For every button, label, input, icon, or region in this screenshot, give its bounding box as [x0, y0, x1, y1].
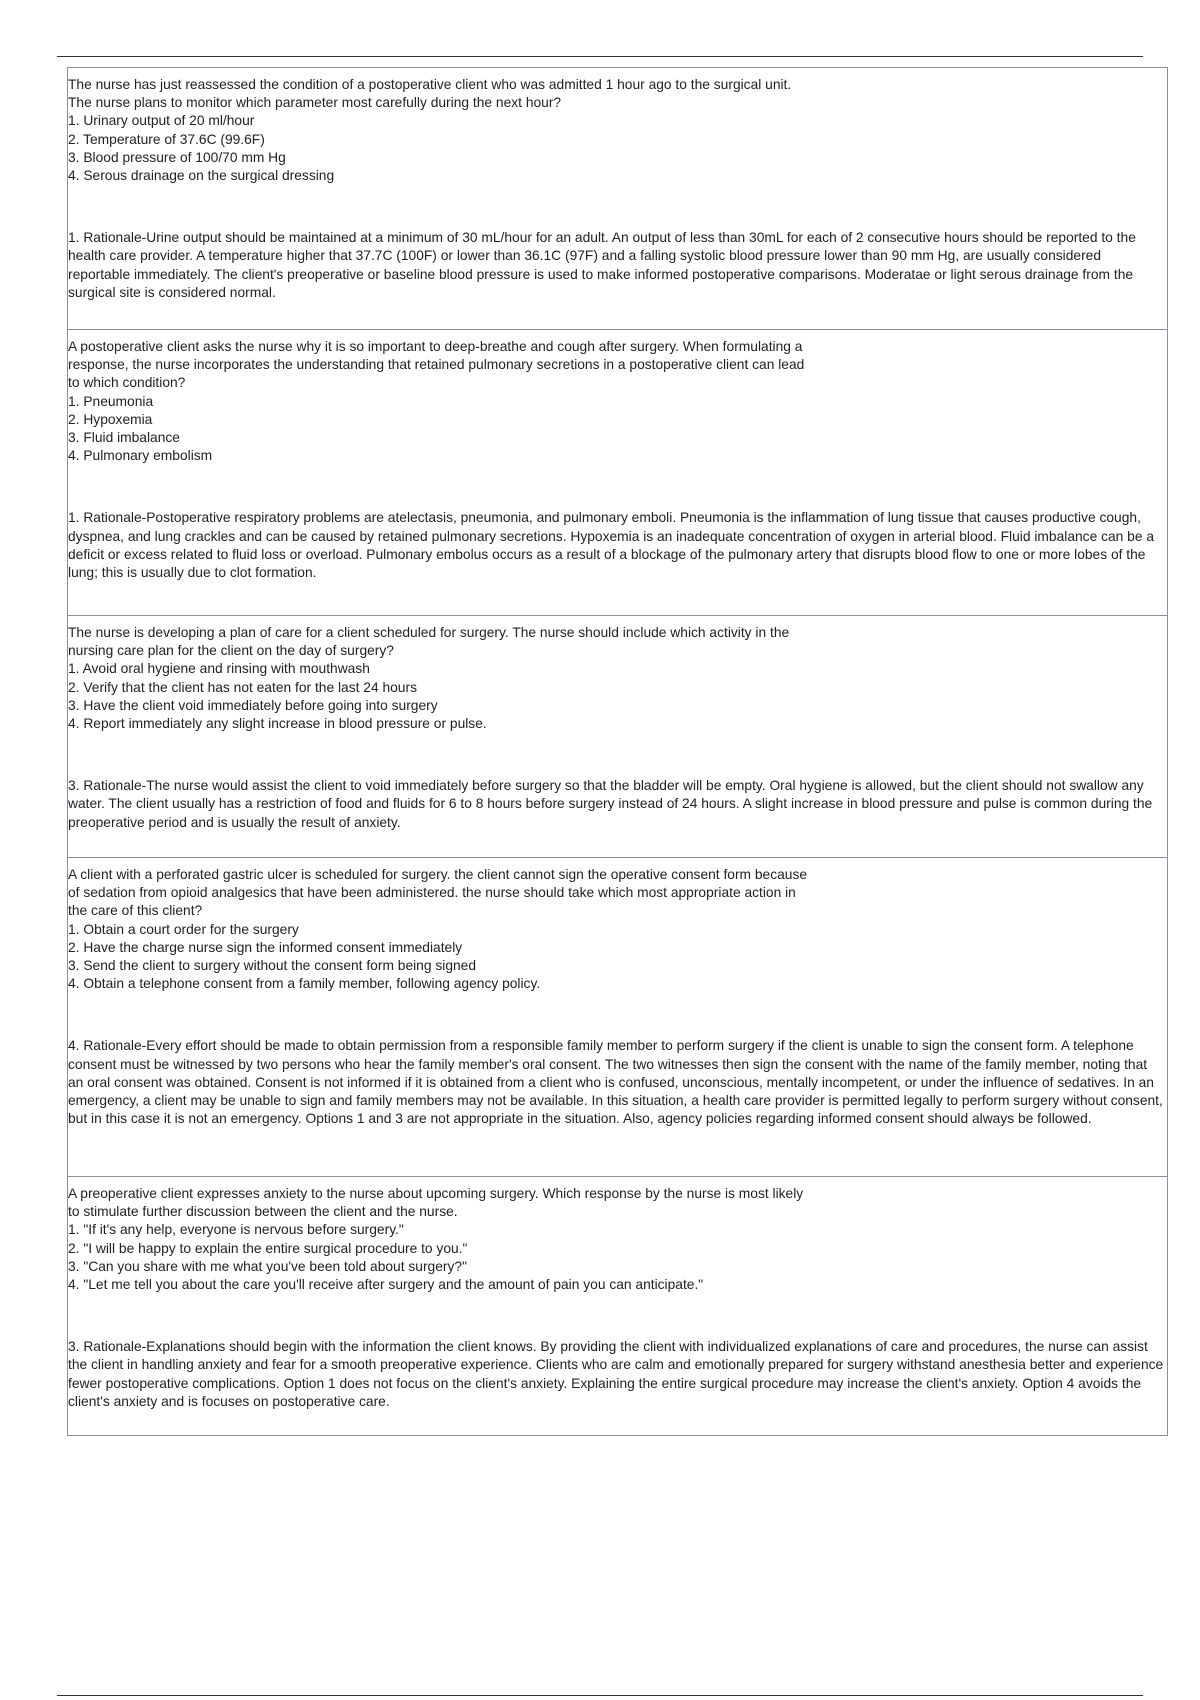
answer-options — [68, 660, 1167, 733]
question-card-4 — [68, 858, 1167, 1177]
option-1: 1. Pneumonia — [68, 393, 154, 409]
question-card-1 — [68, 68, 1167, 330]
option-1: 1. Obtain a court order for the surgery — [68, 921, 299, 937]
answer-options — [68, 112, 1167, 185]
question-card-5 — [68, 1177, 1167, 1435]
option-3: 3. "Can you share with me what you've been told about surgery?" — [68, 1258, 467, 1274]
option-4: 4. Obtain a telephone consent from a family member, following agency policy. — [68, 976, 541, 992]
option-2: 2. Hypoxemia — [68, 411, 153, 427]
option-1: 1. "If it's any help, everyone is nervous before surgery." — [68, 1222, 404, 1238]
answer-options — [68, 1221, 1167, 1294]
rationale-text: 4. Rationale-Every effort should be made to obtain permission from a responsible family member to perform surgery if the client is unable to sign the consent form. A telephone consent must be witnessed by two persons who hear the family member's oral consent. The two witnesses then sign the consent with the name of the family member, noting that an oral consent was obtained. Consent is not informed if it is obtained from a client who is confused, unconscious, mentally incompetent, or under the influence of sedatives. In an emergency, a client may be unable to sign and family members may not be available. In this situation, a health care provider is permitted legally to perform surgery without consent, but in this case it is not an emergency. Options 1 and 3 are not appropriate in the situation. Also, agency policies regarding informed consent should always be followed. — [68, 1038, 1163, 1127]
answer-options — [68, 921, 1167, 994]
option-2: 2. Temperature of 37.6C (99.6F) — [68, 131, 265, 147]
option-3: 3. Have the client void immediately before going into surgery — [68, 697, 438, 713]
option-4: 4. Serous drainage on the surgical dressing — [68, 168, 335, 184]
option-3: 3. Fluid imbalance — [68, 430, 180, 446]
option-3: 3. Send the client to surgery without the consent form being signed — [68, 958, 477, 974]
rationale-text: 3. Rationale-The nurse would assist the client to void immediately before surgery so that the bladder will be empty. Oral hygiene is allowed, but the client should not swallow any water. The client usually has a restriction of food and fluids for 6 to 8 hours before surgery instead of 24 hours. A slight increase in blood pressure and pulse is common during the preoperative period and is usually the result of anxiety. — [68, 778, 1153, 830]
question-text: A client with a perforated gastric ulcer is scheduled for surgery. the client cannot sign the operative consent form because of sedation from opioid analgesics that have been administered. the nurse should take which most appropriate action in the care of this client? — [68, 867, 808, 919]
question-text: The nurse is developing a plan of care for a client scheduled for surgery. The nurse should include which activity in the nursing care plan for the client on the day of surgery? — [68, 625, 790, 659]
question-text: A preoperative client expresses anxiety to the nurse about upcoming surgery. Which response by the nurse is most likely to stimulate further discussion between the client and the nurse. — [68, 1186, 804, 1220]
option-1: 1. Urinary output of 20 ml/hour — [68, 113, 255, 129]
question-cards — [67, 67, 1168, 1436]
option-1: 1. Avoid oral hygiene and rinsing with mouthwash — [68, 661, 370, 677]
question-card-3 — [68, 616, 1167, 858]
rationale-text: 3. Rationale-Explanations should begin with the information the client knows. By providing the client with individualized explanations of care and procedures, the nurse can assist the client in handling anxiety and fear for a smooth preoperative experience. Clients who are calm and emotionally prepared for surgery withstand anesthesia better and experience fewer postoperative complications. Option 1 does not focus on the client's anxiety. Explaining the entire surgical procedure may increase the client's anxiety. Option 4 avoids the client's anxiety and is focuses on postoperative care. — [68, 1339, 1164, 1409]
option-4: 4. Report immediately any slight increase in blood pressure or pulse. — [68, 716, 487, 732]
option-4: 4. "Let me tell you about the care you'll receive after surgery and the amount of pain you can anticipate." — [68, 1277, 704, 1293]
question-text: The nurse has just reassessed the condition of a postoperative client who was admitted 1 hour ago to the surgical unit. The nurse plans to monitor which parameter most carefully during the next hour? — [68, 77, 792, 111]
question-text: A postoperative client asks the nurse why it is so important to deep-breathe and cough after surgery. When formulating a response, the nurse incorporates the understanding that retained pulmonary secretions in a postoperative client can lead to which condition? — [68, 339, 805, 391]
top-rule — [57, 56, 1143, 57]
option-4: 4. Pulmonary embolism — [68, 448, 213, 464]
question-card-2 — [68, 330, 1167, 616]
option-2: 2. "I will be happy to explain the entire surgical procedure to you." — [68, 1240, 468, 1256]
option-2: 2. Verify that the client has not eaten for the last 24 hours — [68, 679, 417, 695]
rationale-text: 1. Rationale-Urine output should be maintained at a minimum of 30 mL/hour for an adult. An output of less than 30mL for each of 2 consecutive hours should be reported to the health care provider. A temperature higher that 37.7C (100F) or lower than 36.1C (97F) and a falling systolic blood pressure lower than 90 mm Hg, are usually considered reportable immediately. The client's preoperative or baseline blood pressure is used to make informed postoperative comparisons. Moderatae or light serous drainage from the surgical site is considered normal. — [68, 230, 1136, 300]
option-3: 3. Blood pressure of 100/70 mm Hg — [68, 149, 286, 165]
option-2: 2. Have the charge nurse sign the informed consent immediately — [68, 939, 463, 955]
rationale-text: 1. Rationale-Postoperative respiratory problems are atelectasis, pneumonia, and pulmonary emboli. Pneumonia is the inflammation of lung tissue that causes productive cough, dyspnea, and lung crackles and can be caused by retained pulmonary secretions. Hypoxemia is an inadequate concentration of oxygen in arterial blood. Fluid imbalance can be a deficit or excess related to fluid loss or overload. Pulmonary embolus occurs as a result of a blockage of the pulmonary artery that disrupts blood flow to one or more lobes of the lung; this is usually due to clot formation. — [68, 510, 1155, 581]
answer-options — [68, 393, 1167, 466]
bottom-rule — [57, 1695, 1143, 1696]
